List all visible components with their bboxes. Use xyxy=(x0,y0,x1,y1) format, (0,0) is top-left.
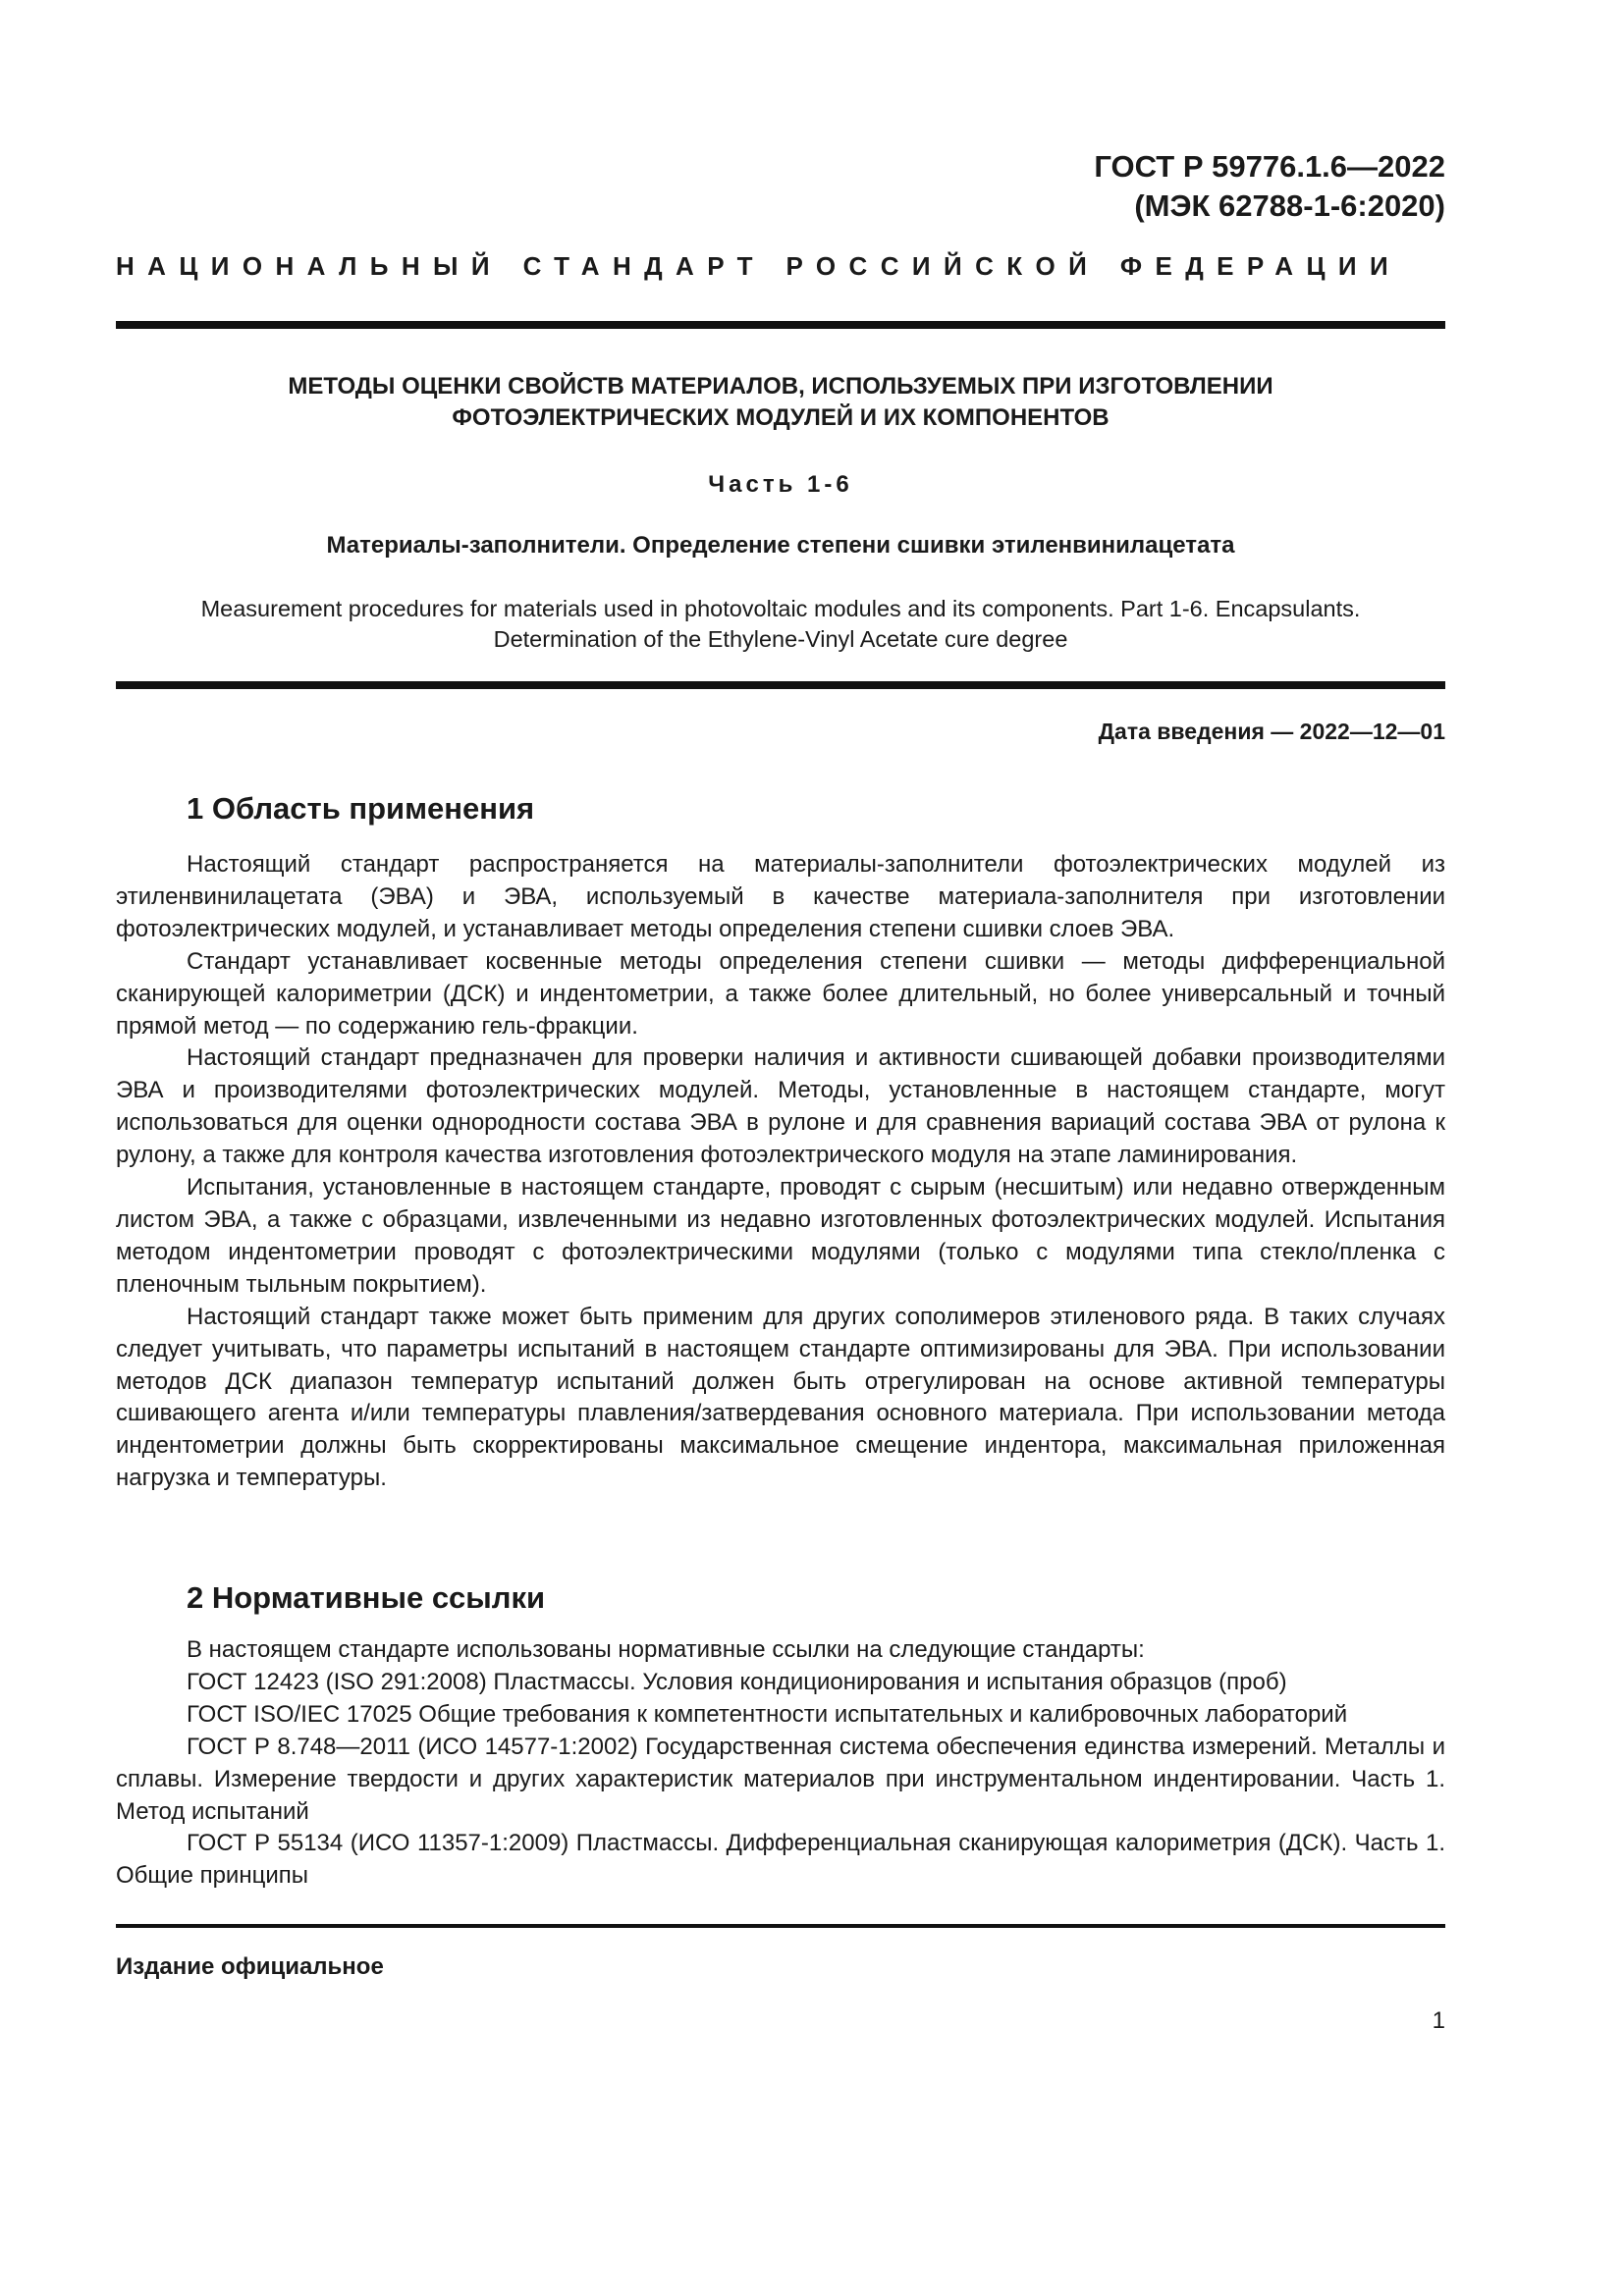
standard-code xyxy=(1094,147,1445,226)
section-2-heading: 2 Нормативные ссылки xyxy=(187,1580,546,1615)
standard-type-title: НАЦИОНАЛЬНЫЙ СТАНДАРТ РОССИЙСКОЙ ФЕДЕРАЦИИ xyxy=(116,251,1402,281)
english-title-line1: Measurement procedures for materials used in photovoltaic modules and its components. Part 1-6. Encapsulants. xyxy=(200,596,1361,621)
section-2-body xyxy=(116,1634,1445,1893)
page-number: 1 xyxy=(1432,2007,1445,2034)
footer-divider xyxy=(116,1924,1445,1928)
document-subtitle: Материалы-заполнители. Определение степени сшивки этиленвинилацетата xyxy=(326,532,1235,559)
header-divider xyxy=(116,321,1445,329)
reference-item: ГОСТ Р 8.748—2011 (ИСО 14577-1:2002) Государственная система обеспечения единства измерений. Металлы и сплавы. Измерение твердости и других характеристик материалов при инструментальном индентировании. Часть 1. Метод испытаний xyxy=(116,1733,1445,1825)
section-1-body xyxy=(116,849,1445,1495)
paragraph: Настоящий стандарт распространяется на материалы-заполнители фотоэлектрических модулей из этиленвинилацетата (ЭВА) и ЭВА, используемый в качестве материала-заполнителя при изготовлении фотоэлектрических модулей, и устанавливает методы определения степени сшивки слоев ЭВА. xyxy=(116,851,1445,942)
paragraph: Настоящий стандарт также может быть применим для других сополимеров этиленового ряда. В таких случаях следует учитывать, что параметры испытаний в настоящем стандарте оптимизированы для ЭВА. При использовании методов ДСК диапазон температур испытаний должен быть отрегулирован на основе активной температуры сшивающего агента и/или температуры плавления/затвердевания основного материала. При использовании метода индентометрии должны быть скорректированы максимальное смещение индентора, максимальная приложенная нагрузка и температуры. xyxy=(116,1303,1445,1492)
document-title-line1: МЕТОДЫ ОЦЕНКИ СВОЙСТВ МАТЕРИАЛОВ, ИСПОЛЬЗУЕМЫХ ПРИ ИЗГОТОВЛЕНИИ xyxy=(288,373,1273,400)
introduction-date: Дата введения — 2022—12—01 xyxy=(1098,719,1445,744)
reference-item: ГОСТ Р 55134 (ИСО 11357-1:2009) Пластмассы. Дифференциальная сканирующая калориметрия (ДСК). Часть 1. Общие принципы xyxy=(116,1830,1445,1890)
official-edition-label: Издание официальное xyxy=(116,1953,384,1980)
paragraph: Стандарт устанавливает косвенные методы определения степени сшивки — методы дифференциальной сканирующей калориметрии (ДСК) и индентометрии, а также более длительный, но более универсальный и точный прямой метод — по содержанию гель-фракции. xyxy=(116,947,1445,1040)
paragraph: Настоящий стандарт предназначен для проверки наличия и активности сшивающей добавки производителями ЭВА и производителями фотоэлектрических модулей. Методы, установленные в настоящем стандарте, могут использоваться для оценки однородности состава ЭВА в рулоне и для сравнения вариаций состава ЭВА от рулона к рулону, а также для контроля качества изготовления фотоэлектрического модуля на этапе ламинирования. xyxy=(116,1044,1445,1169)
standard-code-line1: ГОСТ Р 59776.1.6—2022 xyxy=(1094,149,1445,184)
section-1-heading: 1 Область применения xyxy=(187,791,535,826)
paragraph: Испытания, установленные в настоящем стандарте, проводят с сырым (несшитым) или недавно отвержденным листом ЭВА, а также с образцами, извлеченными из недавно изготовленных фотоэлектрических модулей. Испытания методом индентометрии проводят с фотоэлектрическими модулями (только с модулями типа стекло/пленка с пленочным тыльным покрытием). xyxy=(116,1174,1445,1298)
reference-item: ГОСТ 12423 (ISO 291:2008) Пластмассы. Условия кондиционирования и испытания образцов (проб) xyxy=(187,1668,1287,1695)
standard-code-line2: (МЭК 62788-1-6:2020) xyxy=(1134,188,1445,223)
document-title-line2: ФОТОЭЛЕКТРИЧЕСКИХ МОДУЛЕЙ И ИХ КОМПОНЕНТОВ xyxy=(452,404,1110,431)
paragraph: В настоящем стандарте использованы нормативные ссылки на следующие стандарты: xyxy=(187,1636,1145,1663)
reference-item: ГОСТ ISO/IEC 17025 Общие требования к компетентности испытательных и калибровочных лабораторий xyxy=(187,1700,1348,1728)
english-title-line2: Determination of the Ethylene-Vinyl Acetate cure degree xyxy=(493,626,1068,652)
english-title xyxy=(116,594,1445,655)
part-label: Часть 1-6 xyxy=(708,471,853,498)
title-divider xyxy=(116,681,1445,689)
